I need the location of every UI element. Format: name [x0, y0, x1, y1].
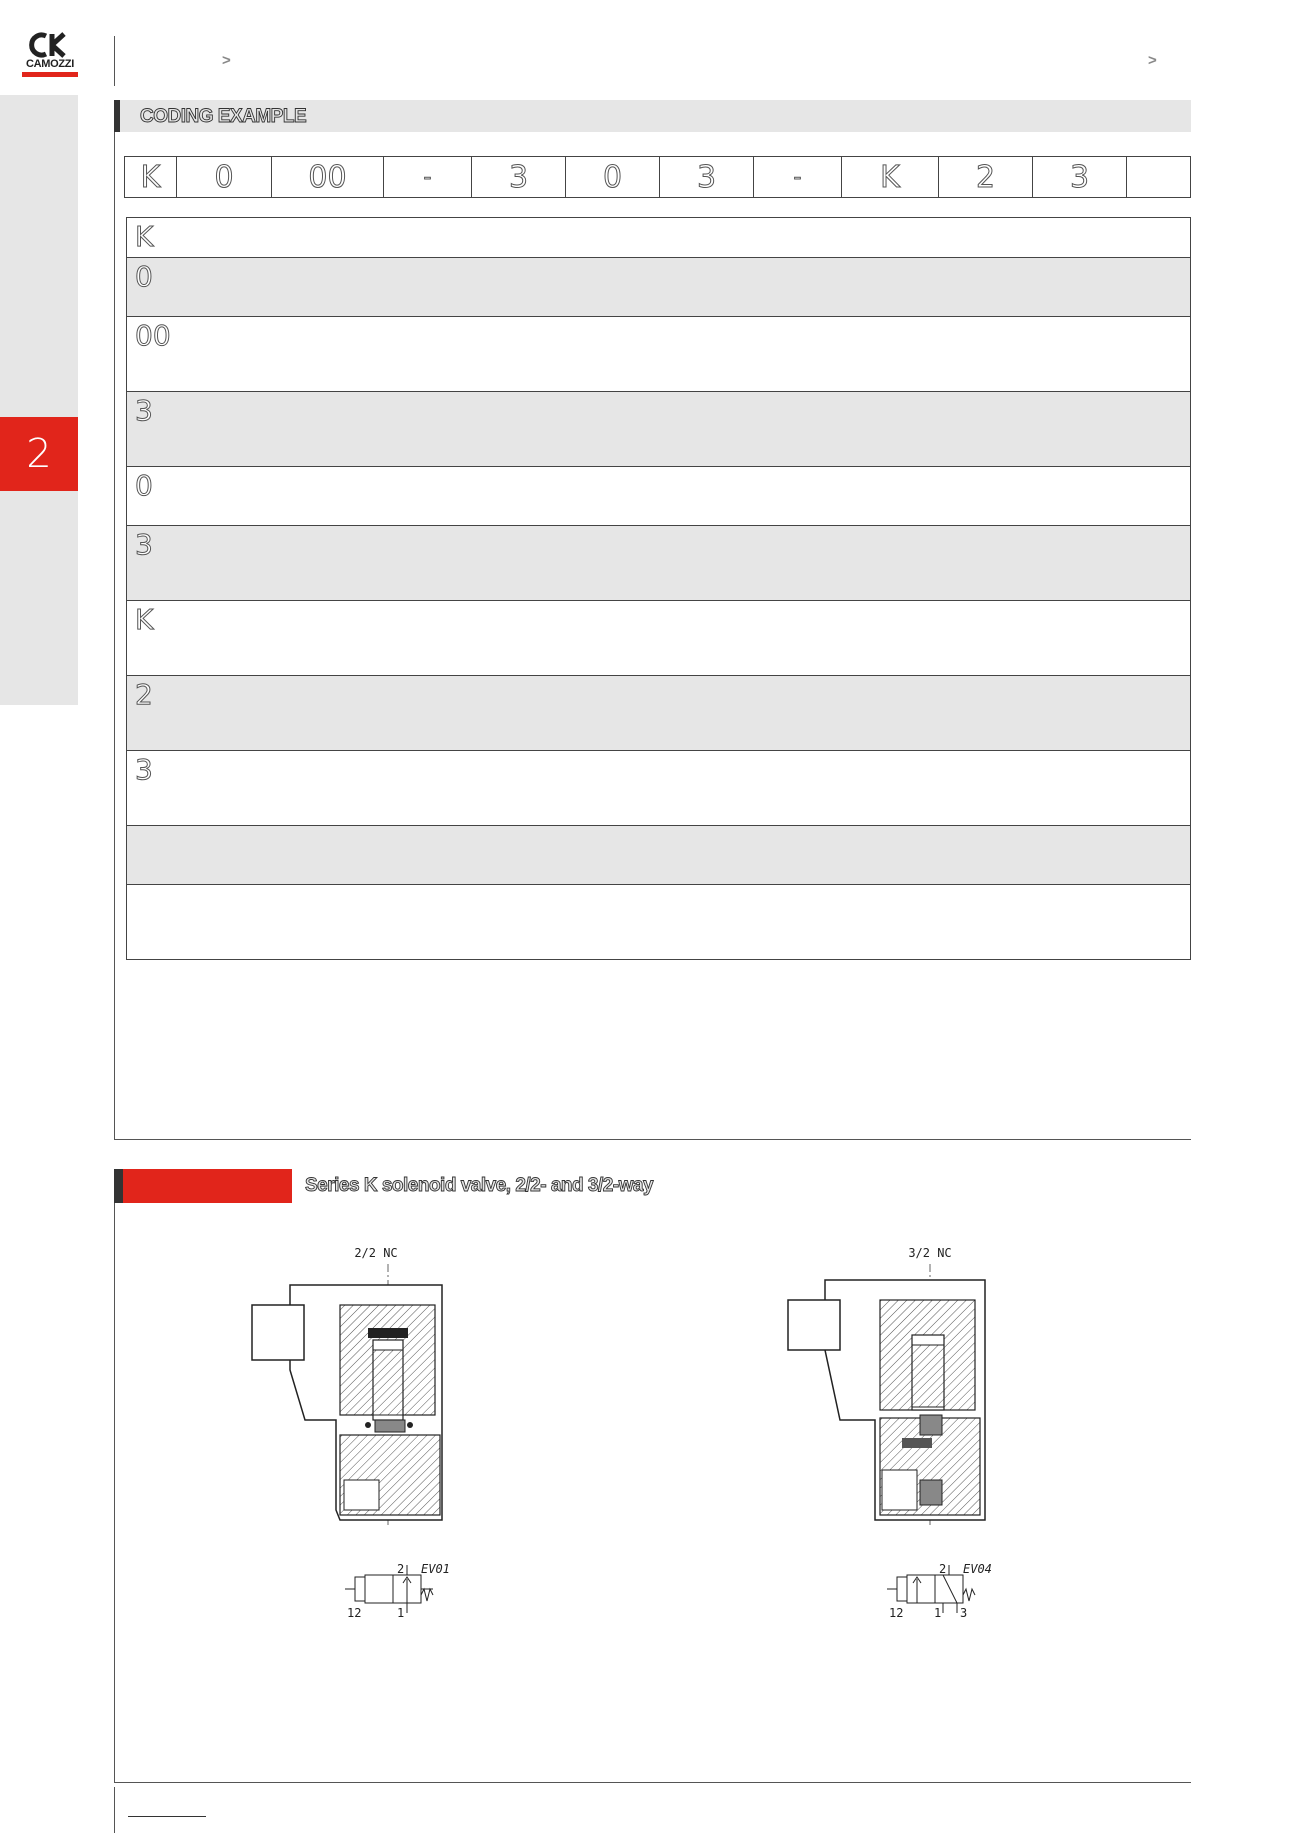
code-cell: - — [754, 157, 842, 197]
code-cell: 3 — [660, 157, 754, 197]
valve-3-2-nc-drawing — [780, 1240, 1020, 1630]
header-marker — [114, 1169, 123, 1203]
breadcrumb-arrow-left: > — [222, 52, 231, 69]
legend-row: 3 — [127, 526, 1190, 601]
coding-legend-table — [126, 217, 1191, 960]
header-divider — [114, 36, 115, 86]
section-divider-horizontal — [114, 1139, 1191, 1140]
valve-label: 3/2 NC — [908, 1246, 952, 1260]
port-label: 2 — [939, 1562, 947, 1576]
legend-row — [127, 826, 1190, 885]
legend-row — [127, 885, 1190, 960]
port-label: 1 — [397, 1606, 405, 1620]
code-cell: 0 — [566, 157, 660, 197]
section-divider-vertical — [114, 1203, 115, 1783]
valve-section-header — [114, 1169, 292, 1203]
valve-2-2-nc-drawing — [240, 1240, 480, 1630]
coding-example-title: CODING EXAMPLE — [140, 106, 307, 127]
port-label: 1 — [934, 1606, 942, 1620]
symbol-code: EV01 — [421, 1562, 450, 1576]
valve-section-title: Series K solenoid valve, 2/2- and 3/2-way — [305, 1175, 654, 1196]
chapter-number: 2 — [0, 417, 78, 491]
code-cell — [1127, 157, 1190, 197]
legend-row: 2 — [127, 676, 1190, 751]
legend-row: 3 — [127, 751, 1190, 826]
code-cell: 00 — [272, 157, 384, 197]
code-cell: 3 — [1033, 157, 1127, 197]
port-label: 2 — [397, 1562, 405, 1576]
coding-example-header — [114, 100, 1191, 132]
header-marker — [114, 100, 120, 132]
code-cell: 2 — [939, 157, 1033, 197]
symbol-code: EV04 — [963, 1562, 992, 1576]
legend-row: 0 — [127, 467, 1190, 526]
code-cell: 3 — [472, 157, 566, 197]
section-divider-horizontal — [114, 1782, 1191, 1783]
port-label: 12 — [889, 1606, 904, 1620]
legend-row: 3 — [127, 392, 1190, 467]
port-label: 12 — [347, 1606, 362, 1620]
breadcrumb-arrow-right: > — [1148, 52, 1157, 69]
legend-row: K — [127, 218, 1190, 258]
logo-accent-bar — [22, 72, 78, 77]
valve-label: 2/2 NC — [354, 1246, 398, 1260]
camozzi-logo-icon — [20, 32, 80, 60]
camozzi-logo — [20, 32, 80, 78]
footer-divider — [114, 1787, 115, 1833]
code-cell: K — [125, 157, 177, 197]
legend-row: 0 — [127, 258, 1190, 317]
pneumatic-symbol-3-2 — [887, 1562, 992, 1620]
chapter-sidebar — [0, 95, 78, 705]
code-cell: - — [384, 157, 472, 197]
section-divider-vertical — [114, 100, 115, 1140]
legend-row: 00 — [127, 317, 1190, 392]
code-cell: 0 — [177, 157, 272, 197]
page-number-line — [128, 1816, 206, 1817]
code-row — [124, 156, 1191, 198]
port-label: 3 — [960, 1606, 968, 1620]
logo-wordmark: CAMOZZI — [25, 58, 74, 70]
legend-row: K — [127, 601, 1190, 676]
pneumatic-symbol-2-2 — [345, 1562, 450, 1620]
code-cell: K — [842, 157, 939, 197]
